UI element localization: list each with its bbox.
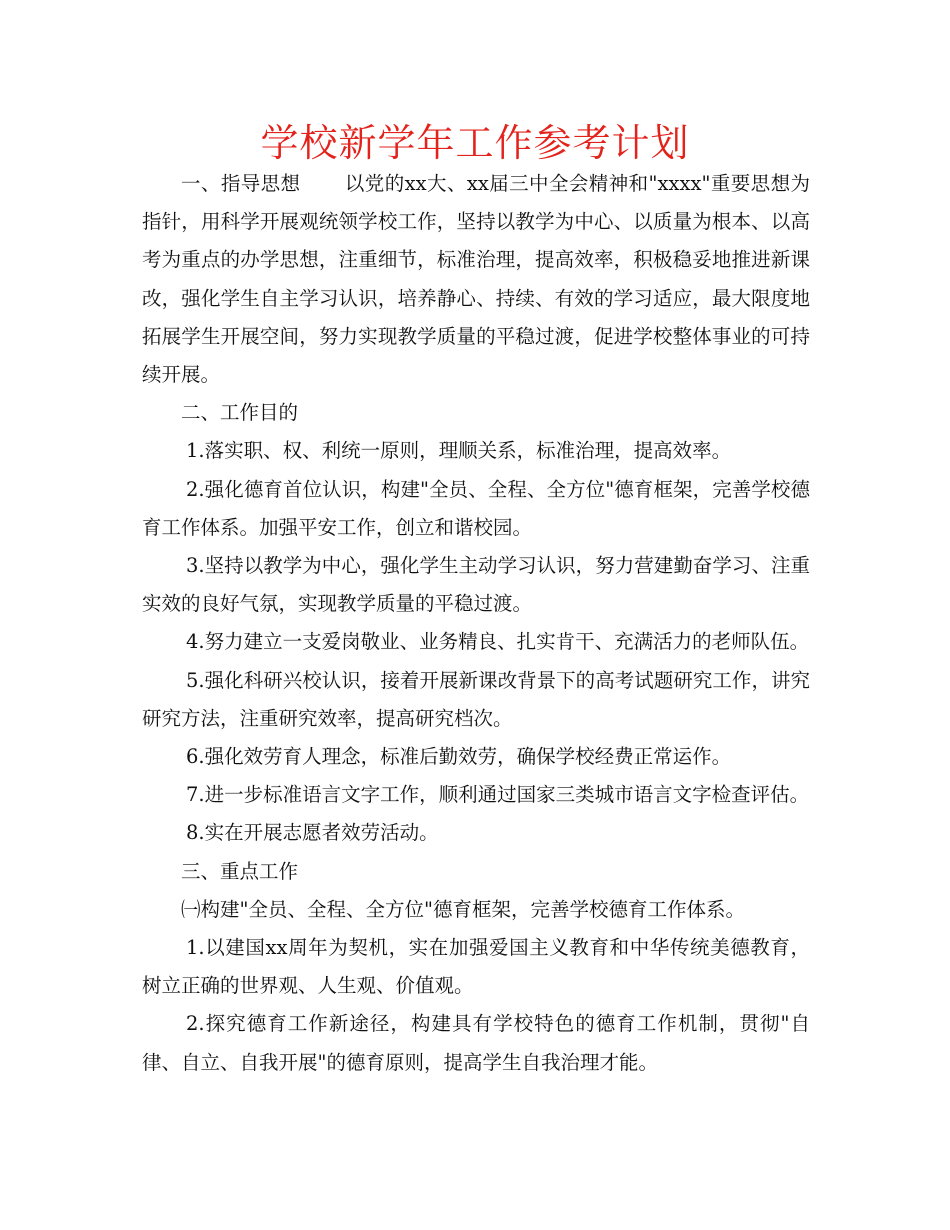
section-heading: 一、指导思想	[181, 172, 301, 195]
list-item: 7.进一步标准语言文字工作，顺利通过国家三类城市语言文字检查评估。	[186, 783, 810, 807]
list-item: 4.努力建立一支爱岗敬业、业务精良、扎实肯干、充满活力的老师队伍。	[186, 630, 810, 654]
list-item: 6.强化效劳育人理念，标准后勤效劳，确保学校经费正常运作。	[186, 745, 732, 769]
section-heading: 三、重点工作	[181, 859, 299, 883]
document-body	[142, 165, 810, 1082]
section-heading: 二、工作目的	[181, 401, 299, 425]
section-text: 以党的xx大、xx届三中全会精神和"xxxx"重要思想为指针，用科学开展观统领学校工作，坚持以教学为中心、以质量为根本、以高考为重点的办学思想，注重细节，标准治理，提高效率，积极稳妥地推进新课改，强化学生自主学习认识，培养静心、持续、有效的学习适应，最大限度地拓展学生开展空间，努力实现教学质量的平稳过渡，促进学校整体事业的可持续开展。	[142, 172, 810, 387]
list-item: 2.强化德育首位认识，构建"全员、全程、全方位"德育框架，完善学校德育工作体系。加强平安工作，创立和谐校园。	[142, 477, 810, 539]
list-item: 3.坚持以教学为中心，强化学生主动学习认识，努力营建勤奋学习、注重实效的良好气氛，实现教学质量的平稳过渡。	[142, 554, 810, 616]
list-item: 1.以建国xx周年为契机，实在加强爱国主义教育和中华传统美德教育，树立正确的世界观、人生观、价值观。	[142, 936, 810, 998]
subsection-heading: ㈠构建"全员、全程、全方位"德育框架，完善学校德育工作体系。	[181, 897, 745, 921]
section-guiding-thought	[142, 165, 810, 394]
document-title: 学校新学年工作参考计划	[260, 121, 690, 165]
list-item: 8.实在开展志愿者效劳活动。	[186, 821, 439, 845]
list-item: 5.强化科研兴校认识，接着开展新课改背景下的高考试题研究工作，讲究研究方法，注重研究效率，提高研究档次。	[142, 668, 810, 730]
list-item: 2.探究德育工作新途径，构建具有学校特色的德育工作机制，贯彻"自律、自立、自我开展"的德育原则，提高学生自我治理才能。	[142, 1012, 810, 1074]
list-item: 1.落实职、权、利统一原则，理顺关系，标准治理，提高效率。	[186, 439, 732, 463]
